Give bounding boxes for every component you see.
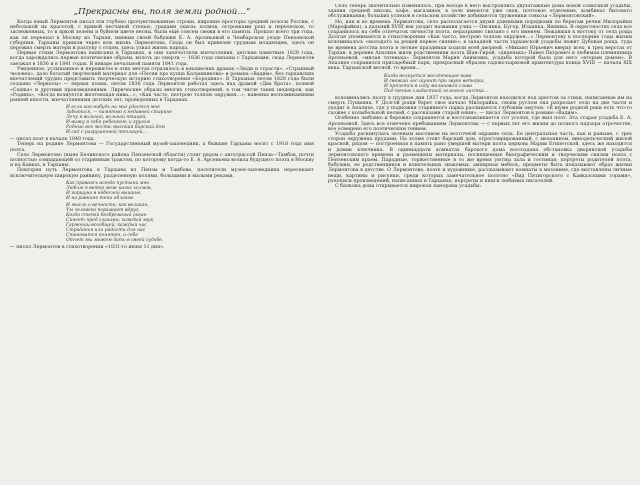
verse-line: Ум человека поражает вдруг, xyxy=(66,207,140,213)
right-column xyxy=(328,4,632,485)
verse-line: Люблю я ветер меж нагих холмов, xyxy=(66,185,152,191)
paragraph: Усадьба раскинулась зеленым массивом на восточной окраине села. Ее центральная часть, как и раньше, с трех сторон окружена прудами. На холме стоит барский дом, отреставрированный, с мезонином, винодельческий жилой красной, рядом — построенная в память рано умершей матери поэта церковь Марии Египетской, здесь же находится и домик ключника. В одиннадцати комнатах барского дома воссоздана обстановка дворянской усадьбы лермонтовского времени и размещены материалы, посвященные биографическим и творческим связям поэта с Пензенским краем. Парадные, торжественные в то же время уютны зала и гостиная; портреты родителей поэта, бабушки, ее родственников и влиятельных знакомых, ампирная мебель, предметы быта показывают образ жизни Лермонтова в детстве. О Лермонтове, поэте и художнике, рассказывают комнаты в мезонине, где выставлены личные вещи, картины и рисунки, среди которых замечательное полотно «Вид Пятигорского с Кавказскими горами», рукописи произведений, написанных в Тарханах, портреты и книги любимых писателей. xyxy=(328,132,632,184)
page-columns xyxy=(10,4,632,485)
poem-excerpt xyxy=(384,74,632,94)
paragraph: С балкона дома открывается широкая панорама усадьбы: xyxy=(335,184,482,190)
paragraph: Село теперь значительно изменилось, при въезде в него выстроились двухэтажные дома новой совхозной усадьбы, здания средней школы, кафе, магазинов, в селе имеются уже свои, почтовое отделение, комбинат бытового обслуживания; больших успехов в сельском хозяйстве добиваются труженики совхоза «Лермонтовский». xyxy=(328,4,632,20)
paragraph: Но, как и во времена Лермонтова, село располагается двумя длинными порядками по берегам речки Милорайки (Марофайки), а дальний XVIII век уходит названия улиц — Овсянка, Бугор, Ильинка, Яшинка. В окрестностях села все сохранилось на себе отпечаток личности поэта, неразрывно связано с его именем. Лежавшая к востоку от села роща Долгая упоминается в стихотворении «Как часто, пестрою толпою окружен…» Лермонтову в последние годы жизни вспоминалось «молодого за рощей первое сияние»; в западной части тарханской усадьбы лежит Дубовая роща, туда во времена детства поэта в летние праздники ходили всей дворней, «Михаил Юрьевич вверху всех; в трех верстах от Тархан, в деревне Апалихе жили родственники поэта Шан-Гирей, «дяденька» Павел Петрович и любимая племянница Арсеньевой, «милая тетенька» Лермонтов Мария Акимовна, усадьба которой была для него «вторым домом». В Апалихе сохранился присадебный парк, прекрасный образец садово-парковой архитектуры конца XVIII — начала XIX века. Тарханской весной, то время… xyxy=(328,19,632,72)
quote-attribution: — писал Лермонтов в стихотворении «1831-го июня 11 дня». xyxy=(10,244,165,250)
verse-line: Под тенью сладостной зеленого листка… xyxy=(384,88,489,94)
verse-line: Родные все места: высокий барский дом xyxy=(66,125,165,131)
poem-excerpt xyxy=(66,181,314,243)
paragraph: Теперь на родине Лермонтова — Государственный музей-заповедник, а бывшие Тарханы носят с 1918 года имя поэта. xyxy=(10,142,314,153)
left-column xyxy=(10,4,314,485)
verse-line: Гармонии всеобщей, каждый час xyxy=(66,222,147,228)
verse-line: И сад с разрушенной теплицей… xyxy=(66,130,147,136)
verse-line: Когда волнуется желтеющая нива xyxy=(384,73,472,79)
verse-line: И мысль о вечности, как великан, xyxy=(66,202,149,208)
page-title: „Прекрасны вы, поля земли родной…“ xyxy=(73,7,251,17)
verse-line: Становится понятен, и себе xyxy=(66,232,139,238)
verse-line: Синеет пред глазами; каждый звук xyxy=(66,217,154,223)
verse-line: Лечу я вольной, вольной птицей; xyxy=(66,115,147,121)
paragraph: Повторяя путь Лермонтова в Тарханы из Пензы и Тамбова, посетители музея-заповедника пересекают исключительную широкую равнину, разделенную полями, большими и малыми реками. xyxy=(10,168,314,179)
verse-line: И коршуна в небесной вышине, xyxy=(66,190,142,196)
paragraph: Особенно любовно и бережно сохраняется и восстанавливается тот уголок, где жил поэт. Эта старая усадьба Е. А. Арсеньевой. Здесь все отмечено пребыванием Лермонтова — с первых лет его жизни до полного надзора отрочестве, все освещено его поэтическим гением. xyxy=(328,116,632,132)
verse-line: И на равнине тени облаков. xyxy=(66,195,135,201)
verse-line: Когда степей безбрежный океан xyxy=(66,212,147,218)
verse-line: Страданья или радости для нас xyxy=(66,227,146,233)
verse-line: Отчет мы можем дать в своей судьбе, xyxy=(66,237,164,243)
verse-line: И вижу я себя ребенком; и кругом xyxy=(66,120,150,126)
verse-line: Забыться, — памятью к недавней старине xyxy=(66,110,173,116)
poem-excerpt xyxy=(66,105,314,135)
paragraph: вспоминались поэту в грудные дни 1837 года, когда Лермонтов находился под арестом за стихи, написанные им на смерть Пушкина. У Долгой рощи берет свое начало Милорайка, своим руслом она разрезает село на две части и уходит к Апалихе, где у подножия старинного парка разливается глубоким омутом. «В шуме родной реки есть что-то схожее с колыбельной песней, с рассказами старой няни», — писал Лермонтов в романе «Вадим». xyxy=(328,95,632,117)
verse-line: Как праваясь всегда пустыни мне. xyxy=(66,180,151,186)
verse-line: И свежий лес шумит при звуке ветерка, xyxy=(384,78,485,84)
paragraph: Село Лермонтово (ныне Белинского района Пензенской области) стоит рядом с автотрассой Пенза—Тамбов, почти полностью совпадающей со старинным трактом, по которому когда-то Е. А. Арсеньева возила будущего поэта в Москву и на Кавказ, в Тарханы. xyxy=(10,152,314,169)
quote-attribution: — писал поэт в начале 1840 года. xyxy=(10,137,96,143)
paragraph: Когда юный Лермонтов писал эти глубоко прочувствованные строки, широкие просторы средней полосы России, с небольшой их красотой, с кривой песчаной степью, градами сквозь холмов, островками рощ и перелесков, то заснеженных, то в яркой зелени и буйном цвете весны, были ещё совсем свежи в его памяти. Прошло всего три года, как он переехал в Москву из Тархан, имения своей бабушки Е. А. Арсеньевой в Чембарском уезде Пензенской губернии. Тарханы пришли через всю жизнь Лермонтова. Сюда он был привезен грудным младенцем, здесь он пережил смерть матери и разлуку с отцом, здесь узнал жизнь народа. xyxy=(10,20,314,52)
paragraph: Первые стихи Лермонтова написаны в Тарханах, и они запечатлели впечатления, детские памятные 1828 года, когда зарождались первые поэтические образы, вплоть до смерти — 1836 года связаны с Тарханами, сюда Лермонтов заезжал в 1836 и в 1841 годах. В январе печальной памяти 1841 года. xyxy=(10,51,314,67)
verse-line: И прячется в саду малиновая слива xyxy=(384,83,473,89)
verse-line: И если как-нибудь на миг удастся мне xyxy=(66,105,160,111)
paragraph: Увиденное, услышанное и пережитое в этих местах отразилось в юношеских драмах «Люди и страсти», «Странный человек», дало богатый творческий материал для «Песни про купца Калашникова» и романа «Вадим», без тарханских впечатлений трудно представить творческую историю стихотворения «Бородино». В Тарханах летом 1828 года были созданы «Черкесы» — первая поэма, летом 1836 года Лермонтов работал здесь над драмой «Два брата», поэмой «Сашка» и другими произведениями. Лирические образы многих стихотворений, в том числе таких шедевров, как «Родина», «Когда волнуется желтеющая нива…», «Как часто, пестрою толпою окружен…», навеяны воспоминаниями ранней юности, впечатлениями детских лет, проведенных в Тарханах. xyxy=(10,66,314,104)
